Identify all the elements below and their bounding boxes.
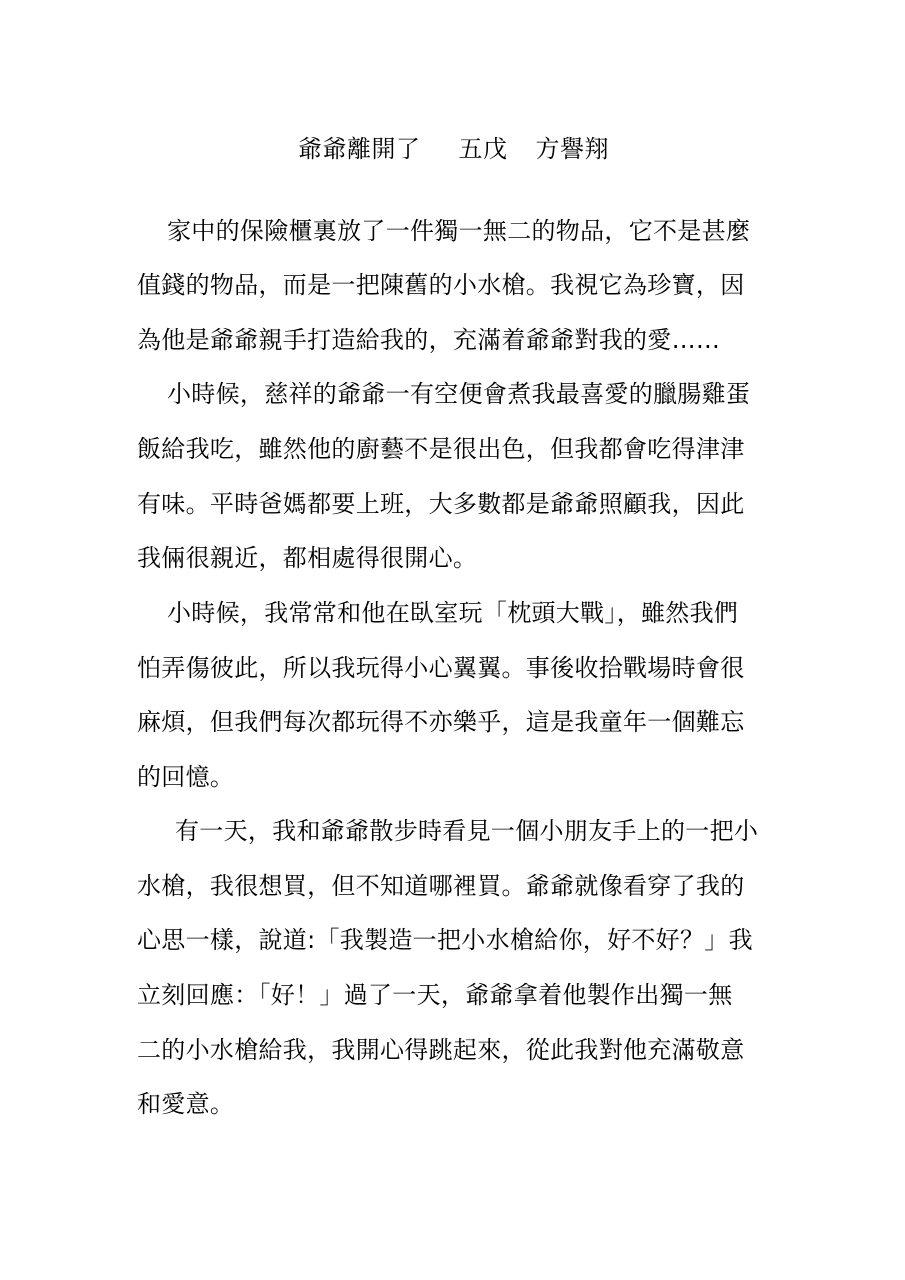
text-line: 心思一樣，說道:「我製造一把小水槍給你，好不好？」我 (137, 926, 753, 954)
text-line: 值錢的物品，而是一把陳舊的小水槍。我視它為珍寶，因 (137, 271, 745, 299)
text-line: 我倆很親近，都相處得很開心。 (137, 544, 478, 572)
author-name: 方譽翔 (535, 135, 609, 163)
text-line: 家中的保險櫃裏放了一件獨一無二的物品，它不是甚麼 (167, 217, 751, 245)
text-line: 小時候，我常常和他在臥室玩「枕頭大戰」，雖然我們 (167, 599, 739, 627)
text-line: 立刻回應：「好！」過了一天，爺爺拿着他製作出獨一無 (137, 981, 733, 1009)
text-line: 小時候，慈祥的爺爺一有空便會煮我最喜愛的臘腸雞蛋 (167, 380, 751, 408)
text-line: 有一天，我和爺爺散步時看見一個小朋友手上的一把小 (175, 817, 759, 845)
text-line: 的回憶。 (137, 763, 235, 791)
text-line: 水槍，我很想買，但不知道哪裡買。爺爺就像看穿了我的 (137, 872, 745, 900)
text-line: 為他是爺爺親手打造給我的，充滿着爺爺對我的愛…… (137, 326, 721, 354)
essay-title (298, 133, 609, 165)
text-line: 有味。平時爸媽都要上班，大多數都是爺爺照顧我，因此 (137, 490, 745, 518)
text-line: 飯給我吃，雖然他的廚藝不是很出色，但我都會吃得津津 (137, 435, 745, 463)
essay-heading: 爺爺離開了 (298, 135, 421, 163)
class-label: 五戊 (458, 135, 508, 163)
text-line: 麻煩，但我們每次都玩得不亦樂乎，這是我童年一個難忘 (137, 708, 745, 736)
text-line: 怕弄傷彼此，所以我玩得小心翼翼。事後收拾戰場時會很 (137, 654, 745, 682)
text-line: 二的小水槍給我，我開心得跳起來，從此我對他充滿敬意 (137, 1036, 745, 1064)
text-line: 和愛意。 (137, 1090, 235, 1118)
